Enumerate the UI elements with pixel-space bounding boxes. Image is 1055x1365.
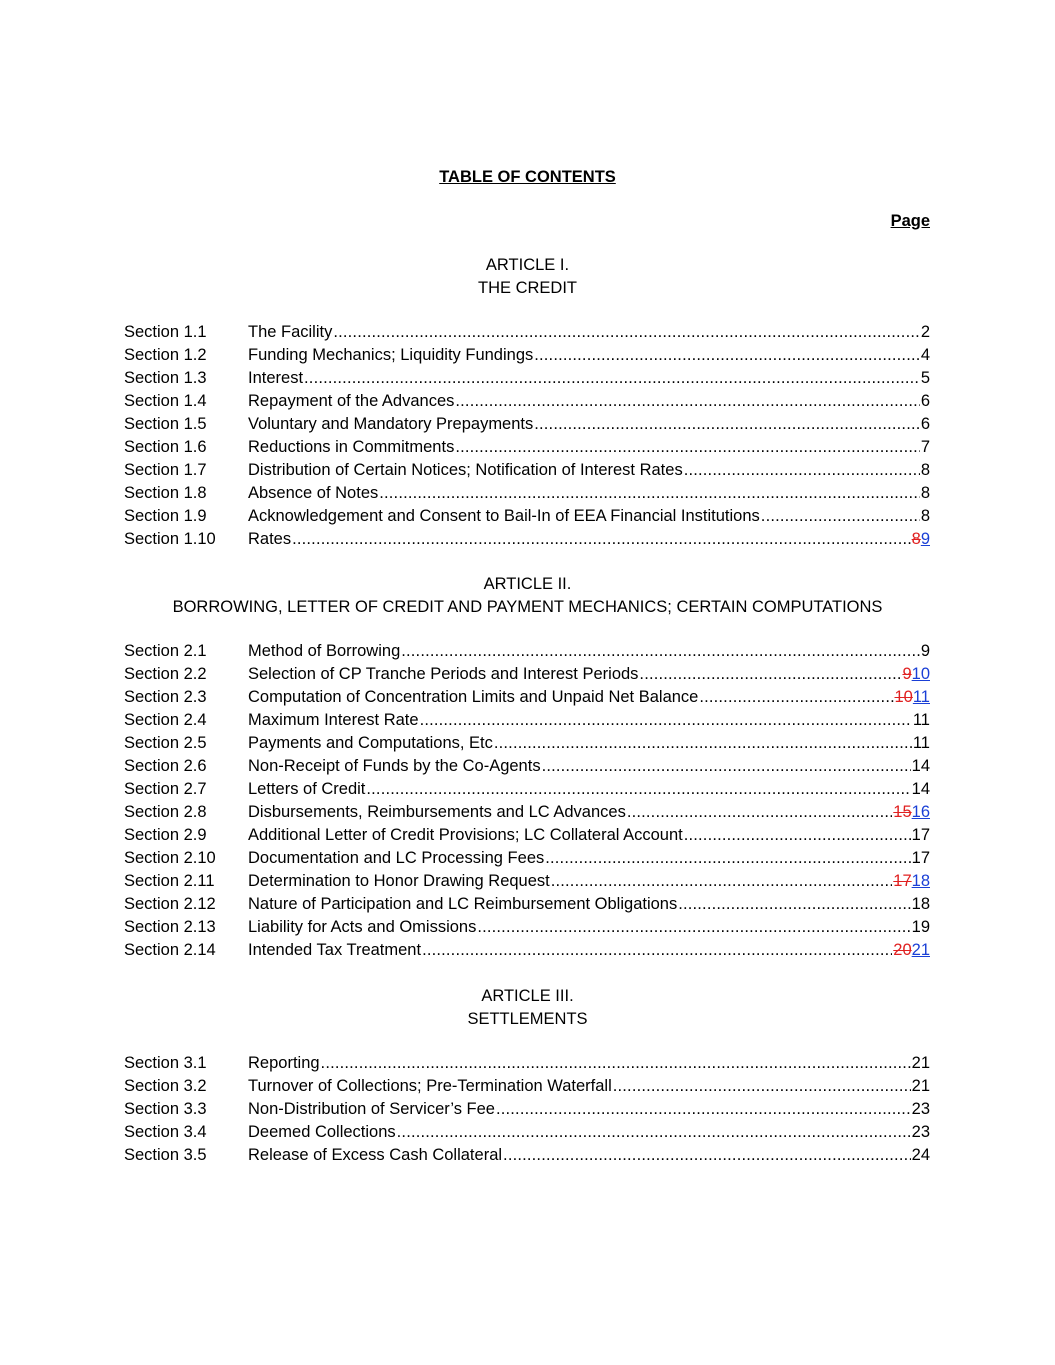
page-number: 17 <box>911 849 930 867</box>
article-number: ARTICLE I. <box>485 256 570 274</box>
section-title: Distribution of Certain Notices; Notification of Interest Rates <box>248 461 683 479</box>
dot-leader <box>494 732 912 755</box>
section-number: Section 2.14 <box>124 941 216 959</box>
page-number: 21 <box>911 1077 930 1095</box>
section-title: Additional Letter of Credit Provisions; LC Collateral Account <box>248 826 683 844</box>
section-number: Section 1.4 <box>124 392 207 410</box>
toc-entry[interactable] <box>124 824 930 847</box>
section-list <box>124 640 930 962</box>
page-number: 14 <box>911 780 930 798</box>
section-title: Intended Tax Treatment <box>248 941 422 959</box>
dot-leader <box>678 893 910 916</box>
inserted-page-number: 11 <box>912 688 930 706</box>
section-title: Payments and Computations, Etc <box>248 734 493 752</box>
dot-leader <box>333 321 919 344</box>
section-list <box>124 321 930 551</box>
section-number: Section 2.7 <box>124 780 207 798</box>
deleted-page-number: 20 <box>893 941 912 959</box>
page-number: 8 <box>920 507 930 525</box>
toc-entry[interactable] <box>124 801 930 824</box>
page-number: 23 <box>911 1123 930 1141</box>
toc-entry[interactable] <box>124 459 930 482</box>
page-number <box>893 939 930 962</box>
dot-leader <box>401 640 920 663</box>
page-number: 14 <box>911 757 930 775</box>
toc-entry[interactable] <box>124 709 930 732</box>
dot-leader <box>551 870 893 893</box>
dot-leader <box>761 505 920 528</box>
article-heading <box>0 573 1055 619</box>
section-title: Computation of Concentration Limits and Unpaid Net Balance <box>248 688 699 706</box>
section-number: Section 2.8 <box>124 803 207 821</box>
toc-entry[interactable] <box>124 870 930 893</box>
page-number: 9 <box>920 642 930 660</box>
section-number: Section 2.11 <box>124 872 215 890</box>
article-heading <box>0 254 1055 300</box>
article-title: BORROWING, LETTER OF CREDIT AND PAYMENT MECHANICS; CERTAIN COMPUTATIONS <box>172 598 883 616</box>
inserted-page-number: 16 <box>911 803 930 821</box>
dot-leader <box>542 755 911 778</box>
page-number: 2 <box>920 323 930 341</box>
page-number: 11 <box>912 734 930 752</box>
section-title: Repayment of the Advances <box>248 392 455 410</box>
inserted-page-number: 21 <box>911 941 930 959</box>
article-number: ARTICLE II. <box>483 575 572 593</box>
section-title: Interest <box>248 369 304 387</box>
page-number <box>895 686 931 709</box>
dot-leader <box>455 436 919 459</box>
section-title: Determination to Honor Drawing Request <box>248 872 550 890</box>
dot-leader <box>455 390 919 413</box>
section-title: Disbursements, Reimbursements and LC Advances <box>248 803 626 821</box>
section-title: Turnover of Collections; Pre-Termination Waterfall <box>248 1077 612 1095</box>
section-list <box>124 1052 930 1167</box>
page-number <box>893 801 930 824</box>
toc-entry[interactable] <box>124 939 930 962</box>
dot-leader <box>422 939 892 962</box>
dot-leader <box>639 663 901 686</box>
inserted-page-number: 9 <box>920 530 930 548</box>
page-number: 21 <box>911 1054 930 1072</box>
page-number: 6 <box>920 415 930 433</box>
toc-entry[interactable] <box>124 1075 930 1098</box>
section-title: The Facility <box>248 323 333 341</box>
toc-entry[interactable] <box>124 482 930 505</box>
section-number: Section 1.3 <box>124 369 207 387</box>
toc-entry[interactable] <box>124 390 930 413</box>
page-number: 8 <box>920 484 930 502</box>
section-number: Section 2.1 <box>124 642 207 660</box>
dot-leader <box>684 824 911 847</box>
toc-entry[interactable] <box>124 413 930 436</box>
section-number: Section 1.2 <box>124 346 207 364</box>
section-number: Section 1.1 <box>124 323 207 341</box>
section-title: Rates <box>248 530 292 548</box>
toc-entry[interactable] <box>124 1121 930 1144</box>
section-number: Section 2.3 <box>124 688 207 706</box>
deleted-page-number: 9 <box>902 665 912 683</box>
section-number: Section 2.10 <box>124 849 216 867</box>
deleted-page-number: 10 <box>894 688 913 706</box>
article-title: THE CREDIT <box>478 279 577 297</box>
page-column-header: Page <box>890 212 930 230</box>
toc-entry[interactable] <box>124 321 930 344</box>
section-number: Section 1.5 <box>124 415 207 433</box>
dot-leader <box>304 367 920 390</box>
deleted-page-number: 15 <box>893 803 912 821</box>
section-title: Reductions in Commitments <box>248 438 455 456</box>
page-number <box>912 528 930 551</box>
toc-entry[interactable] <box>124 505 930 528</box>
toc-entry[interactable] <box>124 1052 930 1075</box>
inserted-page-number: 18 <box>911 872 930 890</box>
section-number: Section 1.8 <box>124 484 207 502</box>
section-number: Section 2.9 <box>124 826 207 844</box>
dot-leader <box>534 344 920 367</box>
page-number: 4 <box>920 346 930 364</box>
dot-leader <box>379 482 920 505</box>
deleted-page-number: 8 <box>911 530 921 548</box>
page-number: 17 <box>911 826 930 844</box>
dot-leader <box>684 459 920 482</box>
section-title: Funding Mechanics; Liquidity Fundings <box>248 346 534 364</box>
section-title: Method of Borrowing <box>248 642 401 660</box>
inserted-page-number: 10 <box>911 665 930 683</box>
toc-entry[interactable] <box>124 847 930 870</box>
toc-entry[interactable] <box>124 916 930 939</box>
section-title: Deemed Collections <box>248 1123 396 1141</box>
toc-entry[interactable] <box>124 732 930 755</box>
page-number: 7 <box>920 438 930 456</box>
dot-leader <box>292 528 911 551</box>
section-number: Section 3.2 <box>124 1077 207 1095</box>
toc-entry[interactable] <box>124 778 930 801</box>
section-number: Section 3.1 <box>124 1054 207 1072</box>
page-number: 5 <box>920 369 930 387</box>
section-number: Section 1.6 <box>124 438 207 456</box>
page-number: 24 <box>911 1146 930 1164</box>
dot-leader <box>699 686 893 709</box>
section-number: Section 1.7 <box>124 461 207 479</box>
dot-leader <box>545 847 910 870</box>
page-number <box>893 870 930 893</box>
dot-leader <box>503 1144 911 1167</box>
toc-entry[interactable] <box>124 367 930 390</box>
page-number: 23 <box>911 1100 930 1118</box>
section-number: Section 3.5 <box>124 1146 207 1164</box>
dot-leader <box>627 801 892 824</box>
section-title: Non-Distribution of Servicer’s Fee <box>248 1100 495 1118</box>
dot-leader <box>613 1075 911 1098</box>
section-title: Letters of Credit <box>248 780 366 798</box>
article-title: SETTLEMENTS <box>467 1010 588 1028</box>
section-title: Reporting <box>248 1054 320 1072</box>
deleted-page-number: 17 <box>893 872 912 890</box>
dot-leader <box>321 1052 911 1075</box>
article-heading <box>0 985 1055 1031</box>
toc-entry[interactable] <box>124 344 930 367</box>
dot-leader <box>477 916 910 939</box>
section-title: Acknowledgement and Consent to Bail-In of EEA Financial Institutions <box>248 507 760 525</box>
section-title: Release of Excess Cash Collateral <box>248 1146 503 1164</box>
section-title: Selection of CP Tranche Periods and Interest Periods <box>248 665 639 683</box>
dot-leader <box>534 413 920 436</box>
toc-entry[interactable] <box>124 893 930 916</box>
dot-leader <box>496 1098 911 1121</box>
section-title: Maximum Interest Rate <box>248 711 419 729</box>
toc-entry[interactable] <box>124 1144 930 1167</box>
page-number: 6 <box>920 392 930 410</box>
toc-entry[interactable] <box>124 755 930 778</box>
dot-leader <box>420 709 912 732</box>
toc-entry[interactable] <box>124 663 930 686</box>
toc-entry[interactable] <box>124 1098 930 1121</box>
section-number: Section 2.13 <box>124 918 216 936</box>
section-number: Section 3.4 <box>124 1123 207 1141</box>
section-number: Section 3.3 <box>124 1100 207 1118</box>
page-number <box>902 663 930 686</box>
section-title: Nature of Participation and LC Reimbursement Obligations <box>248 895 678 913</box>
section-title: Absence of Notes <box>248 484 379 502</box>
section-title: Non-Receipt of Funds by the Co-Agents <box>248 757 541 775</box>
toc-entry[interactable] <box>124 436 930 459</box>
page-number: 19 <box>911 918 930 936</box>
article-number: ARTICLE III. <box>481 987 574 1005</box>
section-title: Documentation and LC Processing Fees <box>248 849 545 867</box>
dot-leader <box>366 778 910 801</box>
section-title: Liability for Acts and Omissions <box>248 918 477 936</box>
page-number: 11 <box>912 711 930 729</box>
section-number: Section 1.10 <box>124 530 216 548</box>
toc-title: TABLE OF CONTENTS <box>439 168 616 186</box>
dot-leader <box>397 1121 911 1144</box>
section-number: Section 2.5 <box>124 734 207 752</box>
toc-entry[interactable] <box>124 640 930 663</box>
section-number: Section 2.4 <box>124 711 207 729</box>
toc-entry[interactable] <box>124 686 930 709</box>
toc-entry[interactable] <box>124 528 930 551</box>
page-number: 18 <box>911 895 930 913</box>
section-number: Section 2.2 <box>124 665 207 683</box>
page-number: 8 <box>920 461 930 479</box>
section-number: Section 2.6 <box>124 757 207 775</box>
section-title: Voluntary and Mandatory Prepayments <box>248 415 534 433</box>
section-number: Section 2.12 <box>124 895 216 913</box>
section-number: Section 1.9 <box>124 507 207 525</box>
